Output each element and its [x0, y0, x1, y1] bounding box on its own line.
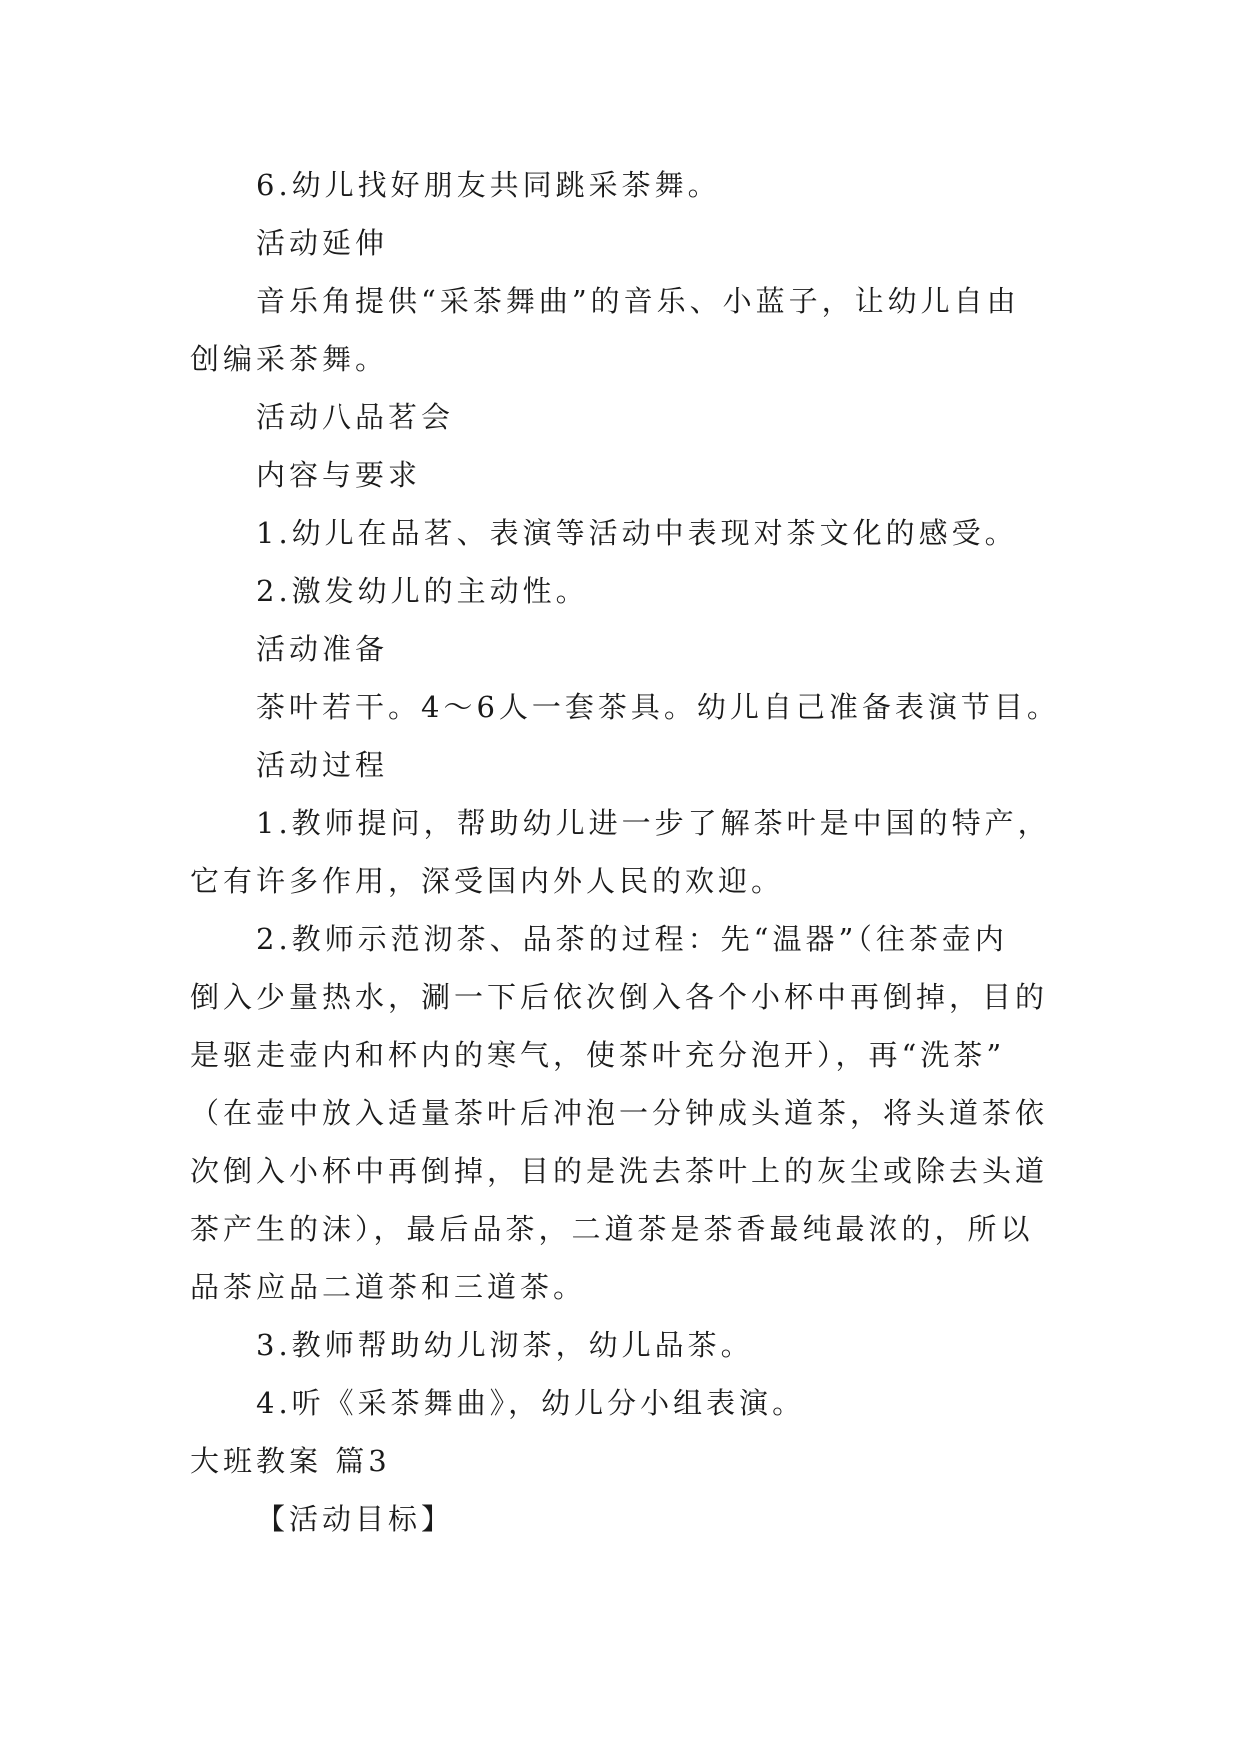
section-heading: 活动八品茗会: [256, 400, 455, 434]
section-heading: 活动延伸: [256, 226, 389, 260]
paragraph-line: 倒入少量热水，涮一下后依次倒入各个小杯中再倒掉，目的: [190, 980, 1049, 1014]
paragraph-line: 6.幼儿找好朋友共同跳采茶舞。: [256, 168, 721, 202]
paragraph-line: 1.幼儿在品茗、表演等活动中表现对茶文化的感受。: [256, 516, 1018, 550]
paragraph-line: 茶叶若干。4～6人一套茶具。幼儿自己准备表演节目。: [256, 690, 1060, 724]
paragraph-line: 是驱走壶内和杯内的寒气，使茶叶充分泡开），再“洗茶”: [190, 1038, 1006, 1072]
section-heading: 活动准备: [256, 632, 389, 666]
paragraph-line: 2.教师示范沏茶、品茶的过程：先“温器”（往茶壶内: [256, 922, 1008, 956]
paragraph-line: 品茶应品二道茶和三道茶。: [190, 1270, 587, 1304]
paragraph-line: 2.激发幼儿的主动性。: [256, 574, 589, 608]
paragraph-line: （在壶中放入适量茶叶后冲泡一分钟成头道茶，将头道茶依: [190, 1096, 1049, 1130]
paragraph-line: 它有许多作用，深受国内外人民的欢迎。: [190, 864, 785, 898]
paragraph-line: 3.教师帮助幼儿沏茶，幼儿品茶。: [256, 1328, 754, 1362]
lesson-plan-heading: 大班教案 篇3: [190, 1444, 391, 1478]
paragraph-line: 1.教师提问，帮助幼儿进一步了解茶叶是中国的特产，: [256, 806, 1051, 840]
section-heading: 活动过程: [256, 748, 389, 782]
paragraph-line: 茶产生的沫），最后品茶，二道茶是茶香最纯最浓的，所以: [190, 1212, 1034, 1246]
paragraph-line: 4.听《采茶舞曲》，幼儿分小组表演。: [256, 1386, 806, 1420]
paragraph-line: 音乐角提供“采茶舞曲”的音乐、小蓝子，让幼儿自由: [256, 284, 1020, 318]
paragraph-line: 创编采茶舞。: [190, 342, 389, 376]
paragraph-line: 次倒入小杯中再倒掉，目的是洗去茶叶上的灰尘或除去头道: [190, 1154, 1049, 1188]
section-heading: 内容与要求: [256, 458, 422, 492]
section-heading: 【活动目标】: [256, 1502, 455, 1536]
